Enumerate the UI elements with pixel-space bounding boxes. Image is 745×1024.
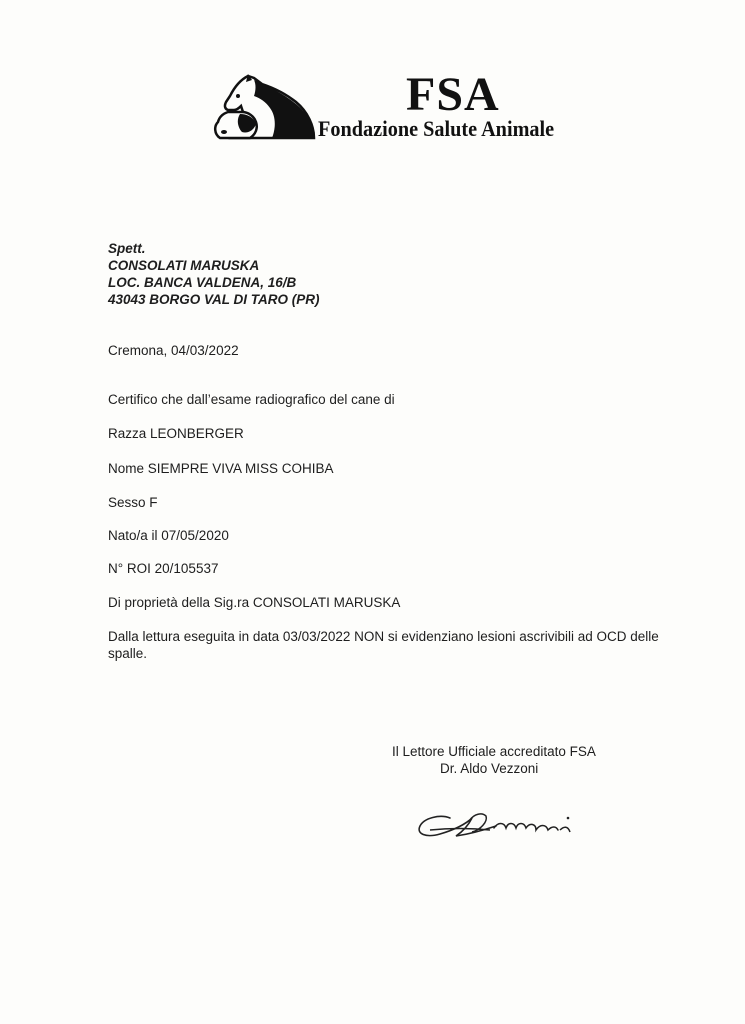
letterhead bbox=[210, 70, 590, 150]
recipient-city: 43043 BORGO VAL DI TARO (PR) bbox=[108, 292, 320, 307]
dog-birth-date: Nato/a il 07/05/2020 bbox=[108, 528, 229, 543]
recipient-name: CONSOLATI MARUSKA bbox=[108, 258, 260, 273]
recipient-address bbox=[108, 240, 320, 308]
organization-name: Fondazione Salute Animale bbox=[318, 116, 555, 141]
recipient-street: LOC. BANCA VALDENA, 16/B bbox=[108, 275, 297, 290]
examination-result: Dalla lettura eseguita in data 03/03/2022 NON si evidenziano lesioni ascrivibili ad OCD delle spalle. bbox=[108, 629, 659, 661]
dog-owner: Di proprietà della Sig.ra CONSOLATI MARUSKA bbox=[108, 595, 401, 610]
horse-cow-head-logo-icon bbox=[210, 72, 322, 142]
signer-name: Dr. Aldo Vezzoni bbox=[440, 761, 539, 776]
certificate-intro: Certifico che dall’esame radiografico del cane di bbox=[108, 392, 395, 407]
signer-role: Il Lettore Ufficiale accreditato FSA bbox=[392, 744, 596, 759]
salutation: Spett. bbox=[108, 241, 146, 256]
organization-acronym: FSA bbox=[406, 68, 500, 121]
handwritten-signature bbox=[410, 800, 590, 850]
dog-roi-number: N° ROI 20/105537 bbox=[108, 561, 219, 576]
signer-block bbox=[392, 743, 632, 777]
dog-breed: Razza LEONBERGER bbox=[108, 426, 244, 441]
dog-name: Nome SIEMPRE VIVA MISS COHIBA bbox=[108, 461, 334, 476]
place-date: Cremona, 04/03/2022 bbox=[108, 343, 239, 358]
dog-sex: Sesso F bbox=[108, 495, 158, 510]
